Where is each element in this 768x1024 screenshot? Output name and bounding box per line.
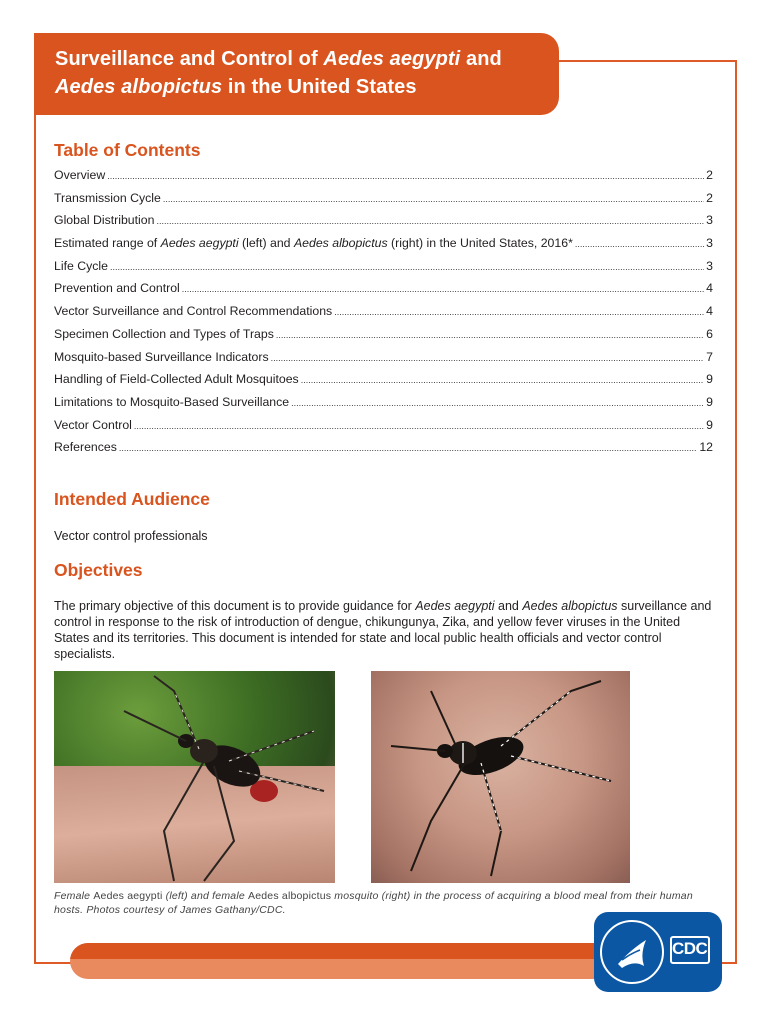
toc-entry[interactable]	[54, 168, 713, 191]
toc-entry-title: Mosquito-based Surveillance Indicators	[54, 349, 269, 364]
audience-heading: Intended Audience	[54, 489, 210, 509]
toc-entry[interactable]	[54, 395, 713, 418]
document-title	[55, 45, 502, 101]
toc-leader-dots	[163, 194, 704, 204]
toc-entry-page: 9	[706, 372, 713, 387]
toc-entry-title: Specimen Collection and Types of Traps	[54, 326, 274, 341]
toc-entry-page: 7	[706, 349, 713, 364]
title-banner	[34, 33, 559, 115]
toc-leader-dots	[107, 171, 704, 181]
toc-leader-dots	[334, 307, 704, 317]
title-species-1: Aedes aegypti	[323, 48, 461, 70]
aedes-albopictus-photo	[371, 671, 630, 883]
toc-leader-dots	[119, 443, 697, 453]
title-text: in the United States	[222, 76, 417, 98]
toc-entry[interactable]	[54, 191, 713, 214]
toc-entry-title: Limitations to Mosquito-Based Surveillance	[54, 394, 290, 409]
toc-entry[interactable]	[54, 440, 713, 463]
toc-entry[interactable]	[54, 281, 713, 304]
toc-entry-title: Transmission Cycle	[54, 190, 161, 205]
cdc-text: CDC	[672, 939, 708, 958]
toc-leader-dots	[575, 239, 704, 249]
toc-entry-page: 4	[706, 281, 713, 296]
toc-entry-page: 3	[706, 236, 713, 251]
toc-leader-dots	[134, 421, 704, 431]
table-of-contents	[54, 168, 713, 463]
toc-entry[interactable]	[54, 213, 713, 236]
toc-leader-dots	[110, 262, 704, 272]
frame-top-edge	[552, 60, 737, 62]
toc-leader-dots	[156, 216, 704, 226]
toc-entry[interactable]	[54, 327, 713, 350]
aedes-aegypti-photo	[54, 671, 335, 883]
objectives-text: The primary objective of this document is to provide guidance for Aedes aegypti and Aedes albopictus surveillance and control in response to the risk of introduction of dengue, chikungunya, Zika, and yellow fever viruses in the United States and its territories. This document is intended for state and local public health officials and vector control specialists.	[54, 599, 712, 661]
toc-entry-page: 4	[706, 304, 713, 319]
toc-entry[interactable]	[54, 418, 713, 441]
toc-entry-page: 3	[706, 213, 713, 228]
toc-entry[interactable]	[54, 304, 713, 327]
toc-entry-page: 2	[706, 168, 713, 182]
toc-entry-title: Life Cycle	[54, 258, 108, 273]
cdc-logo	[594, 912, 722, 992]
toc-leader-dots	[182, 284, 704, 294]
toc-entry-title: Prevention and Control	[54, 281, 180, 296]
toc-leader-dots	[291, 398, 704, 408]
toc-leader-dots	[301, 375, 704, 385]
toc-entry-page: 3	[706, 258, 713, 273]
hhs-eagle-icon	[600, 920, 664, 984]
toc-heading: Table of Contents	[54, 140, 201, 160]
title-species-2: Aedes albopictus	[55, 76, 223, 98]
objectives-heading: Objectives	[54, 560, 143, 580]
photo-caption: Female Aedes aegypti (left) and female Aedes albopictus mosquito (right) in the process of acquiring a blood meal from their human hosts. Photos courtesy of James Gathany/CDC.	[54, 890, 693, 916]
toc-entry-page: 9	[706, 394, 713, 409]
footer-bar	[70, 943, 630, 979]
toc-entry-page: 12	[699, 440, 713, 455]
toc-entry-title: References	[54, 440, 117, 455]
toc-entry-page: 9	[706, 417, 713, 432]
title-text: and	[460, 48, 502, 70]
toc-entry-title: Vector Surveillance and Control Recommendations	[54, 304, 333, 319]
toc-entry[interactable]	[54, 259, 713, 282]
toc-leader-dots	[271, 353, 705, 363]
toc-entry-page: 6	[706, 326, 713, 341]
toc-leader-dots	[276, 330, 704, 340]
toc-entry-title: Handling of Field-Collected Adult Mosquitoes	[54, 372, 299, 387]
toc-entry-title: Global Distribution	[54, 213, 155, 228]
toc-entry-title: Vector Control	[54, 417, 132, 432]
title-text: Surveillance and Control of	[55, 48, 324, 70]
toc-entry-title: Estimated range of Aedes aegypti (left) and Aedes albopictus (right) in the United States, 2016*	[54, 236, 573, 251]
toc-entry-title: Overview	[54, 168, 106, 182]
audience-text: Vector control professionals	[54, 529, 208, 543]
toc-entry[interactable]	[54, 350, 713, 373]
toc-entry[interactable]	[54, 236, 713, 259]
toc-entry-page: 2	[706, 190, 713, 205]
toc-entry[interactable]	[54, 372, 713, 395]
